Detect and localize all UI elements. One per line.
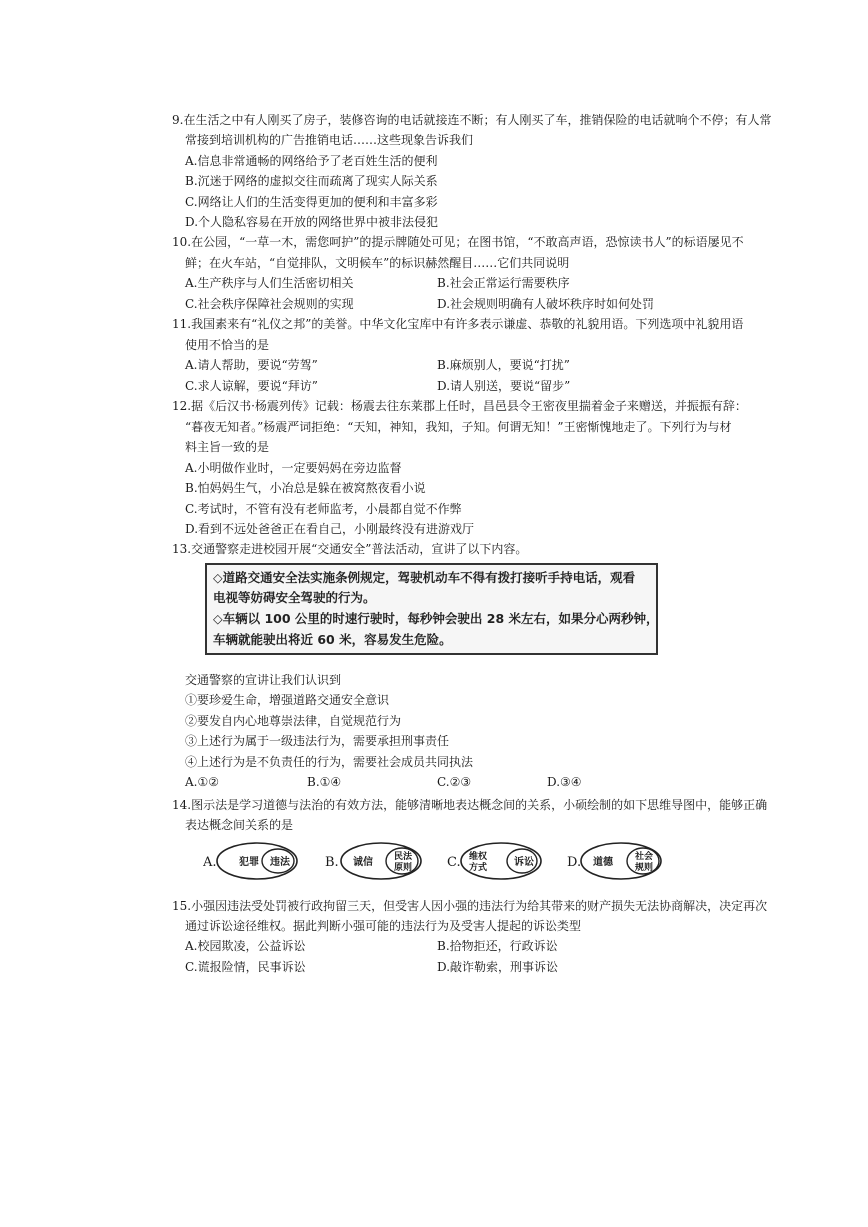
q12-option-c: C.考试时，不管有没有老师监考，小晨都自觉不作弊 xyxy=(185,502,462,516)
q10-option-c: C.社会秩序保障社会规则的实现 xyxy=(185,297,354,311)
q13-option-a: A.①② xyxy=(185,775,219,789)
q13-option-b: B.①④ xyxy=(307,775,342,789)
q15-stem-line2: 通过诉讼途径维权。据此判断小强可能的违法行为及受害人提起的诉讼类型 xyxy=(185,919,582,933)
q9-option-c: C.网络让人们的生活变得更加的便利和丰富多彩 xyxy=(185,195,438,209)
q14-diagram-c-outer-label-2: 方式 xyxy=(469,863,488,873)
q13-statement-1: ①要珍爱生命，增强道路交通安全意识 xyxy=(185,693,390,707)
q11-option-c: C.求人谅解，要说“拜访” xyxy=(185,379,318,393)
q15-option-b: B.拾物拒还，行政诉讼 xyxy=(437,939,558,953)
q14-diagram-d-inner-label-2: 规则 xyxy=(635,863,654,873)
q14-diagram-c-inner-label: 诉讼 xyxy=(514,857,534,868)
q14-concept-diagrams xyxy=(203,838,663,884)
q14-diagram-a-outer-label: 犯罪 xyxy=(239,857,259,868)
q14-diagram-d-outer-label: 道德 xyxy=(593,857,613,868)
q11-stem-line2: 使用不恰当的是 xyxy=(185,338,270,352)
q12-stem-line3: 料主旨一致的是 xyxy=(185,440,270,454)
q10-stem-line2: 鲜；在火车站，“自觉排队，文明候车”的标识赫然醒目……它们共同说明 xyxy=(185,256,570,270)
q14-diagram-b-inner-label-2: 原则 xyxy=(394,863,413,873)
q13-option-c: C.②③ xyxy=(437,775,472,789)
q12-stem-line1: 12.据《后汉书·杨震列传》记载：杨震去往东莱郡上任时，昌邑县令王密夜里揣着金子来赠送，并振振有辞： xyxy=(172,399,747,413)
q14-diagram-b-outer-label: 诚信 xyxy=(353,857,373,868)
q9-option-a: A.信息非常通畅的网络给予了老百姓生活的便利 xyxy=(185,154,438,168)
notice-line-3: ◇车辆以 100 公里的时速行驶时，每秒钟会驶出 28 米左右，如果分心两秒钟， xyxy=(213,611,659,626)
q15-option-c: C.谎报险情，民事诉讼 xyxy=(185,960,306,974)
q12-stem-line2: “暮夜无知者。”杨震严词拒绝：“天知，神知，我知，子知。何谓无知！”王密惭愧地走了。下列行为与材 xyxy=(185,420,732,434)
notice-line-4: 车辆就能驶出将近 60 米，容易发生危险。 xyxy=(213,632,452,647)
q14-diagram-b-inner-label-1: 民法 xyxy=(394,852,413,862)
q10-option-d: D.社会规则明确有人破坏秩序时如何处罚 xyxy=(437,297,655,311)
q11-option-b: B.麻烦别人，要说“打扰” xyxy=(437,358,570,372)
traffic-safety-notice-box xyxy=(205,563,658,655)
q13-statement-2: ②要发自内心地尊崇法律，自觉规范行为 xyxy=(185,714,402,728)
q14-diagram-a-letter: A. xyxy=(203,855,217,870)
q13-option-d: D.③④ xyxy=(547,775,582,789)
notice-line-2: 电视等妨碍安全驾驶的行为。 xyxy=(213,590,376,605)
q11-stem-line1: 11.我国素来有“礼仪之邦”的美誉。中华文化宝库中有许多表示谦虚、恭敬的礼貌用语。下列选项中礼貌用语 xyxy=(172,317,744,331)
q9-option-b: B.沉迷于网络的虚拟交往而疏离了现实人际关系 xyxy=(185,174,438,188)
q9-stem-line1: 9.在生活之中有人刚买了房子，装修咨询的电话就接连不断；有人刚买了车，推销保险的电话就响个不停；有人常 xyxy=(172,113,772,127)
q9-stem-line2: 常接到培训机构的广告推销电话……这些现象告诉我们 xyxy=(185,133,474,147)
q14-diagram-d-letter: D. xyxy=(567,855,582,870)
notice-line-1: ◇道路交通安全法实施条例规定，驾驶机动车不得有拨打接听手持电话，观看 xyxy=(213,570,636,585)
q10-option-b: B.社会正常运行需要秩序 xyxy=(437,276,570,290)
q11-option-d: D.请人别送，要说“留步” xyxy=(437,379,571,393)
q14-diagram-a-inner-label: 违法 xyxy=(270,857,290,868)
q15-stem-line1: 15.小强因违法受处罚被行政拘留三天，但受害人因小强的违法行为给其带来的财产损失无法协商解决，决定再次 xyxy=(172,899,768,913)
q14-stem-line1: 14.图示法是学习道德与法治的有效方法，能够清晰地表达概念间的关系，小硕绘制的如下思维导图中，能够正确 xyxy=(172,798,768,812)
q14-diagram-c-outer-label-1: 维权 xyxy=(469,852,488,862)
q12-option-a: A.小明做作业时，一定要妈妈在旁边监督 xyxy=(185,461,402,475)
q15-option-a: A.校园欺凌，公益诉讼 xyxy=(185,939,306,953)
q13-statement-3: ③上述行为属于一级违法行为，需要承担刑事责任 xyxy=(185,734,450,748)
q9-option-d: D.个人隐私容易在开放的网络世界中被非法侵犯 xyxy=(185,215,439,229)
q10-stem-line1: 10.在公园，“一草一木，需您呵护”的提示牌随处可见；在图书馆，“不敢高声语，恐惊读书人”的标语屡见不 xyxy=(172,235,744,249)
q12-option-d: D.看到不远处爸爸正在看自己，小刚最终没有进游戏厅 xyxy=(185,522,475,536)
q13-prompt: 交通警察的宣讲让我们认识到 xyxy=(185,673,342,687)
q14-diagram-d-inner-label-1: 社会 xyxy=(635,852,654,862)
q14-diagram-c-letter: C. xyxy=(447,855,461,870)
q12-option-b: B.怕妈妈生气，小冶总是躲在被窝熬夜看小说 xyxy=(185,481,426,495)
q14-diagram-b-letter: B. xyxy=(325,855,339,870)
q13-stem: 13.交通警察走进校园开展“交通安全”普法活动，宣讲了以下内容。 xyxy=(172,542,528,556)
q13-statement-4: ④上述行为是不负责任的行为，需要社会成员共同执法 xyxy=(185,755,474,769)
q11-option-a: A.请人帮助，要说“劳驾” xyxy=(185,358,318,372)
q10-option-a: A.生产秩序与人们生活密切相关 xyxy=(185,276,354,290)
q15-option-d: D.敲诈勒索，刑事诉讼 xyxy=(437,960,559,974)
q14-stem-line2: 表达概念间关系的是 xyxy=(185,818,294,832)
